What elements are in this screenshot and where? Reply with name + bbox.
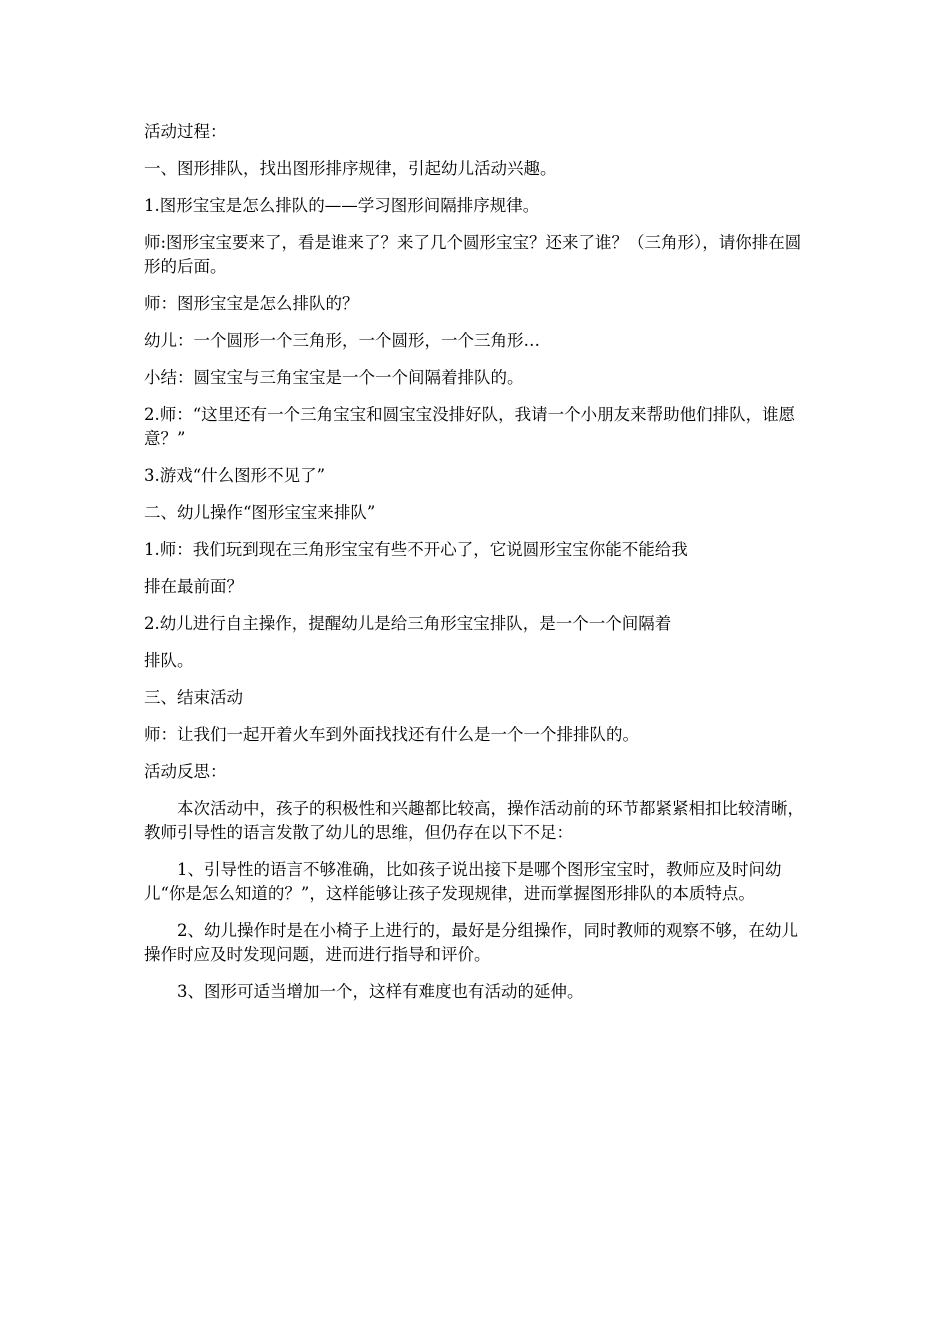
reflection-point-2: 2、幼儿操作时是在小椅子上进行的，最好是分组操作，同时教师的观察不够，在幼儿操作时应及时发现问题，进而进行指导和评价。 <box>144 921 798 964</box>
section-heading-1: 一、图形排队，找出图形排序规律，引起幼儿活动兴趣。 <box>144 159 557 178</box>
heading-activity-process: 活动过程： <box>144 122 227 141</box>
paragraph: 排在最前面？ <box>144 577 243 596</box>
section-heading-3: 三、结束活动 <box>144 688 243 707</box>
paragraph: 3.游戏“什么图形不见了” <box>144 466 326 485</box>
reflection-point-3: 3、图形可适当增加一个，这样有难度也有活动的延伸。 <box>177 982 584 1001</box>
paragraph: 2.师：“这里还有一个三角宝宝和圆宝宝没排好队，我请一个小朋友来帮助他们排队，谁愿意？” <box>144 405 796 448</box>
reflection-paragraph: 本次活动中，孩子的积极性和兴趣都比较高，操作活动前的环节都紧紧相扣比较清晰，教师引导性的语言发散了幼儿的思维，但仍存在以下不足： <box>144 799 804 842</box>
paragraph: 师：图形宝宝是怎么排队的？ <box>144 294 359 313</box>
paragraph: 师:图形宝宝要来了，看是谁来了？来了几个圆形宝宝？还来了谁？（三角形），请你排在圆形的后面。 <box>144 233 802 276</box>
paragraph: 排队。 <box>144 651 194 670</box>
section-heading-2: 二、幼儿操作“图形宝宝来排队” <box>144 503 376 522</box>
paragraph: 1.师：我们玩到现在三角形宝宝有些不开心了，它说圆形宝宝你能不能给我 <box>144 540 688 559</box>
paragraph: 师：让我们一起开着火车到外面找找还有什么是一个一个排排队的。 <box>144 725 639 744</box>
reflection-point-1: 1、引导性的语言不够准确，比如孩子说出接下是哪个图形宝宝时，教师应及时问幼儿“你是怎么知道的？”，这样能够让孩子发现规律，进而掌握图形排队的本质特点。 <box>144 860 782 903</box>
paragraph-summary: 小结：圆宝宝与三角宝宝是一个一个间隔着排队的。 <box>144 368 524 387</box>
document-body <box>144 120 810 1017</box>
paragraph: 1.图形宝宝是怎么排队的——学习图形间隔排序规律。 <box>144 196 540 215</box>
paragraph: 幼儿：一个圆形一个三角形，一个圆形，一个三角形… <box>144 331 540 350</box>
heading-activity-reflection: 活动反思： <box>144 762 227 781</box>
paragraph: 2.幼儿进行自主操作，提醒幼儿是给三角形宝宝排队，是一个一个间隔着 <box>144 614 672 633</box>
